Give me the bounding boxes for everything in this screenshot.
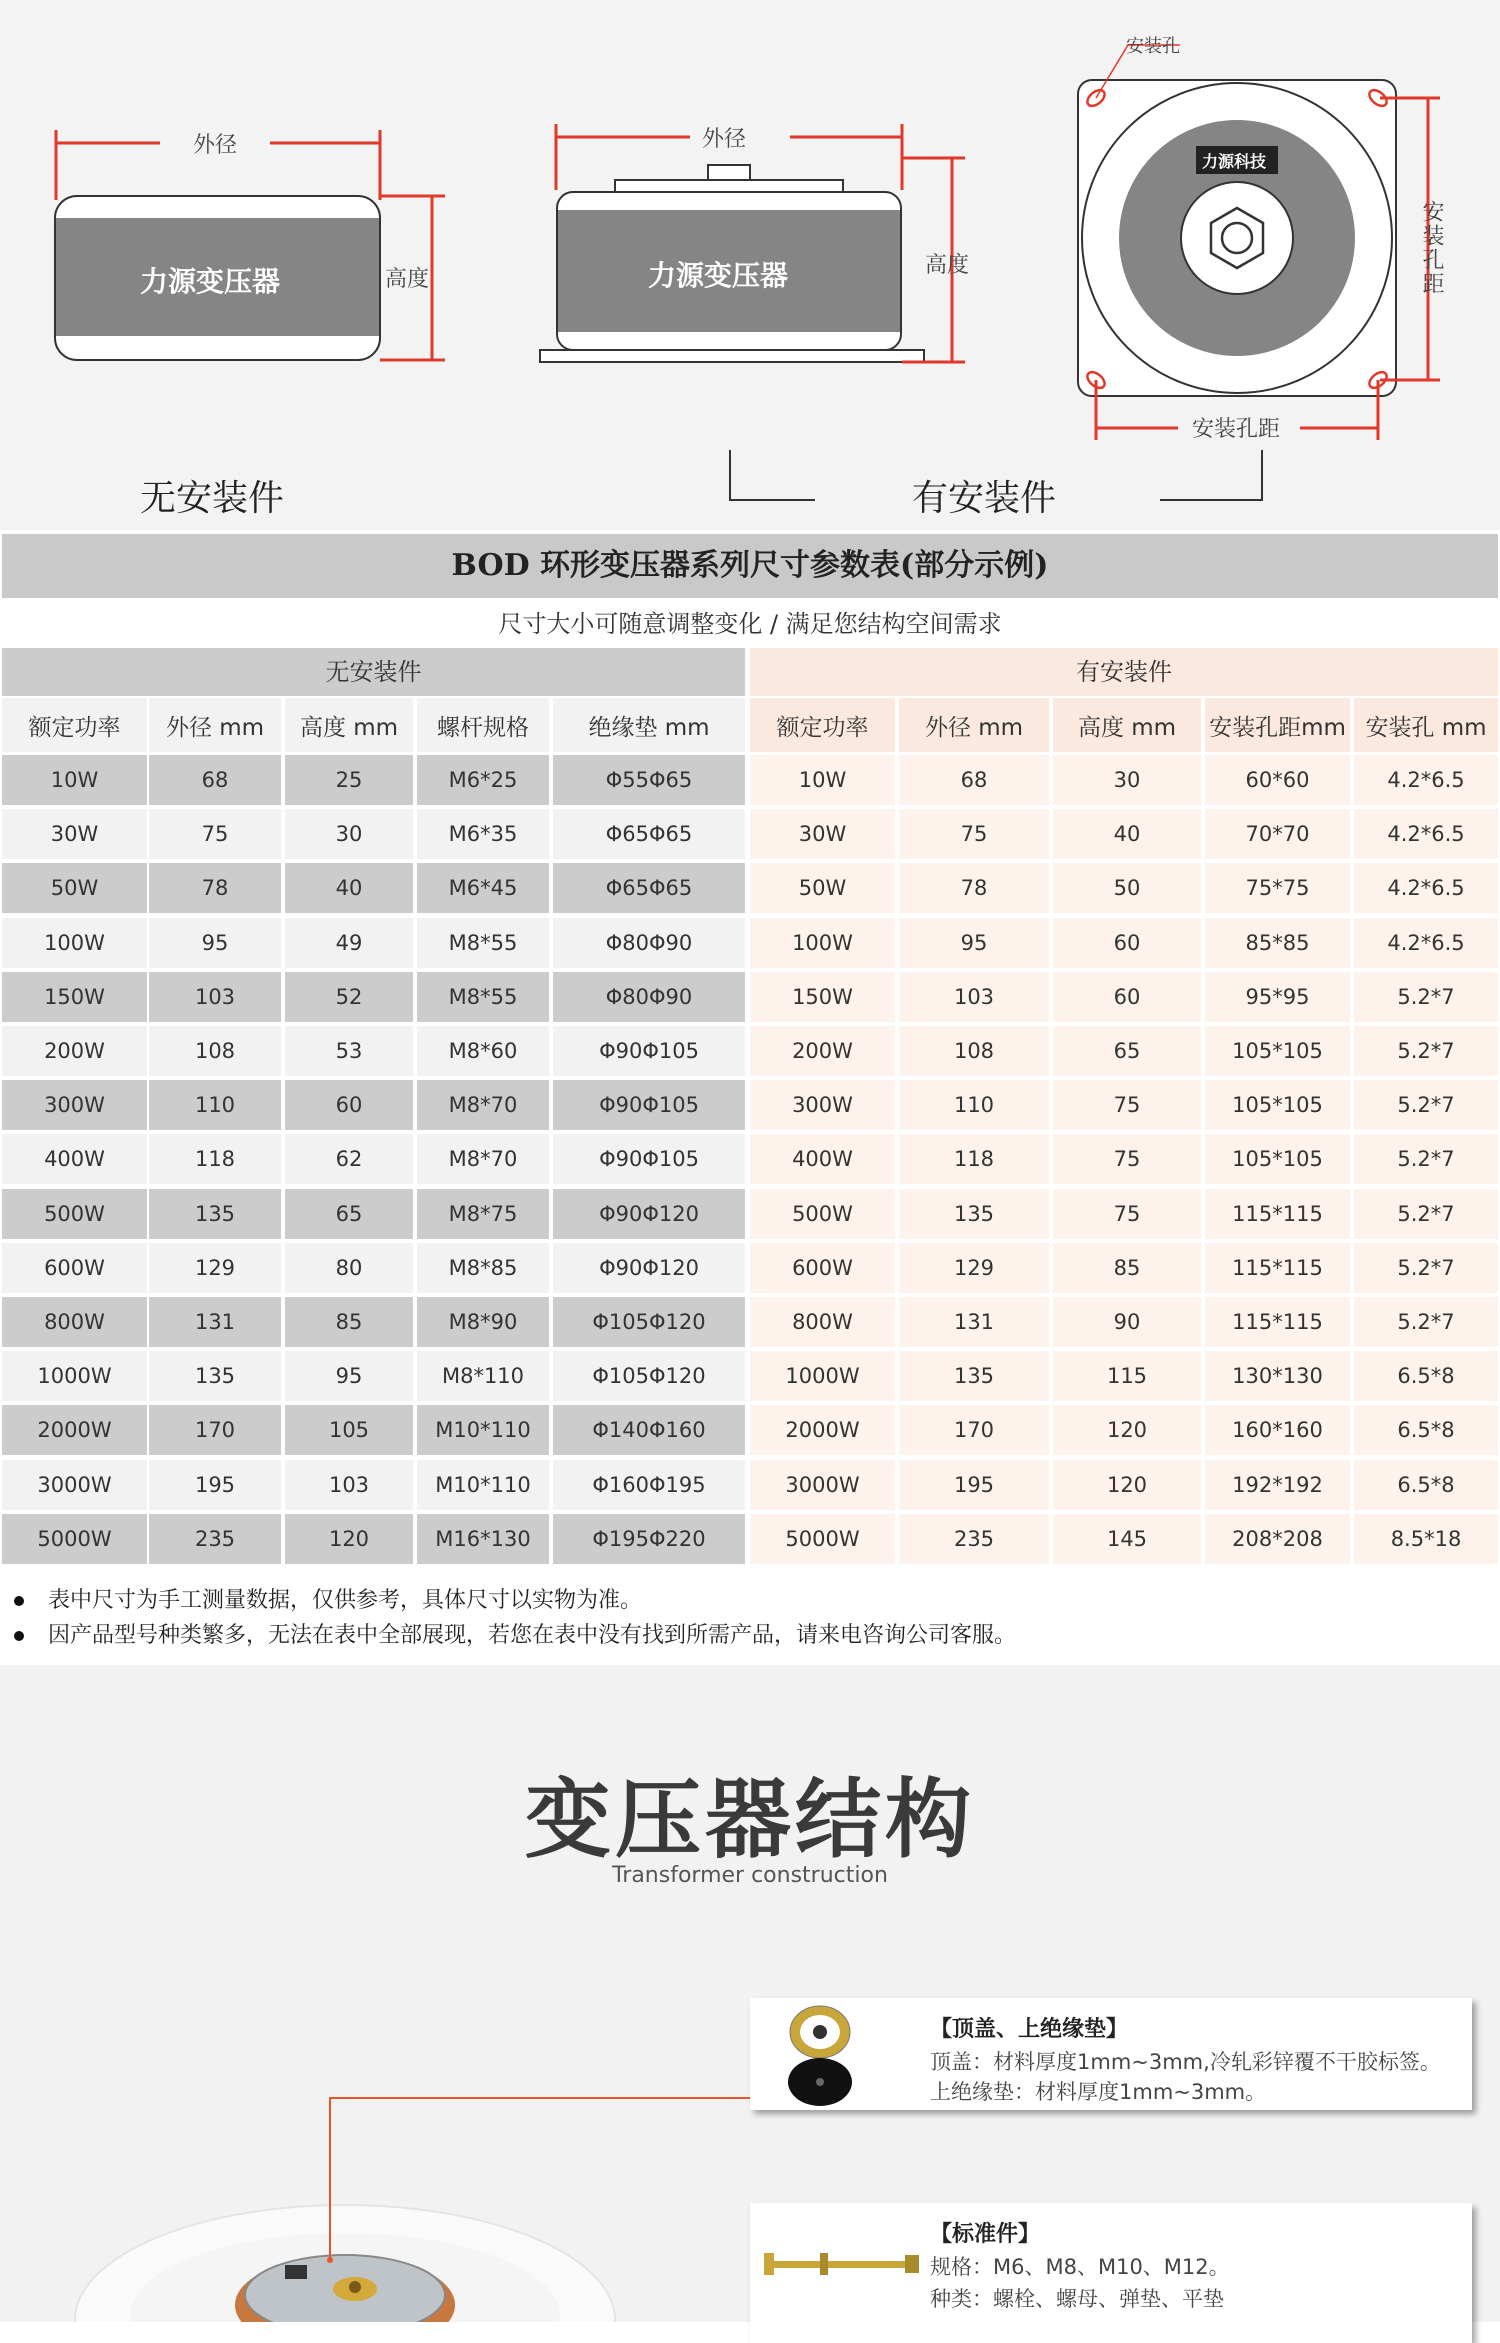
bolt-icon <box>760 2235 930 2295</box>
table-cell: 400W <box>750 1134 895 1184</box>
table-cell: M16*130 <box>417 1514 549 1564</box>
table-cell: 108 <box>149 1026 281 1076</box>
table-cell: 4.2*6.5 <box>1354 863 1498 913</box>
table-cell: M10*110 <box>417 1460 549 1510</box>
table-cell: 118 <box>149 1134 281 1184</box>
table-cell: M8*90 <box>417 1297 549 1347</box>
table-cell: 110 <box>149 1080 281 1130</box>
table-cell: M8*110 <box>417 1351 549 1401</box>
table-cell: Φ105Φ120 <box>553 1351 745 1401</box>
column-header: 额定功率 <box>2 698 147 752</box>
card-title: 【标准件】 <box>930 2222 1041 2247</box>
table-cell: 103 <box>899 972 1049 1022</box>
table-cell: 170 <box>899 1405 1049 1455</box>
left-height-label: 高度 <box>385 267 430 292</box>
table-cell: 105*105 <box>1205 1026 1350 1076</box>
table-cell: 40 <box>285 863 413 913</box>
table-cell: 4.2*6.5 <box>1354 809 1498 859</box>
table-cell: Φ195Φ220 <box>553 1514 745 1564</box>
table-cell: Φ90Φ120 <box>553 1243 745 1293</box>
table-cell: 800W <box>750 1297 895 1347</box>
table-cell: 120 <box>285 1514 413 1564</box>
table-cell: 120 <box>1053 1460 1201 1510</box>
bullet-icon <box>14 1596 24 1606</box>
table-cell: 3000W <box>750 1460 895 1510</box>
right-caption: 有安装件 <box>912 478 1057 519</box>
table-cell: Φ90Φ105 <box>553 1026 745 1076</box>
table-cell: 135 <box>899 1351 1049 1401</box>
group-header-right: 有安装件 <box>750 648 1498 696</box>
table-cell: 103 <box>285 1460 413 1510</box>
table-title: BOD 环形变压器系列尺寸参数表(部分示例) <box>2 534 1498 598</box>
table-cell: 300W <box>2 1080 147 1130</box>
table-cell: 10W <box>2 755 147 805</box>
table-cell: 115*115 <box>1205 1297 1350 1347</box>
table-cell: M8*55 <box>417 918 549 968</box>
dimension-diagrams <box>0 0 1500 530</box>
card-line: 顶盖：材料厚度1mm~3mm,冷轧彩锌覆不干胶标签。 <box>930 2050 1441 2074</box>
table-cell: 10W <box>750 755 895 805</box>
table-cell: M6*45 <box>417 863 549 913</box>
table-subtitle: 尺寸大小可随意调整变化 / 满足您结构空间需求 <box>2 602 1498 646</box>
table-cell: 195 <box>899 1460 1049 1510</box>
table-cell: Φ55Φ65 <box>553 755 745 805</box>
table-cell: M6*25 <box>417 755 549 805</box>
column-header: 螺杆规格 <box>417 698 549 752</box>
mounting-hole-label: 安装孔 <box>1126 36 1180 57</box>
table-cell: 70*70 <box>1205 809 1350 859</box>
table-cell: 60 <box>285 1080 413 1130</box>
table-cell: 131 <box>899 1297 1049 1347</box>
right-transformer-drawing <box>1078 45 1440 440</box>
table-cell: 192*192 <box>1205 1460 1350 1510</box>
table-cell: 78 <box>899 863 1049 913</box>
table-cell: 75 <box>1053 1189 1201 1239</box>
table-cell: 135 <box>149 1189 281 1239</box>
table-cell: 60 <box>1053 972 1201 1022</box>
table-cell: M8*85 <box>417 1243 549 1293</box>
table-cell: 2000W <box>750 1405 895 1455</box>
table-cell: 4.2*6.5 <box>1354 755 1498 805</box>
table-cell: 53 <box>285 1026 413 1076</box>
table-cell: 800W <box>2 1297 147 1347</box>
table-cell: 90 <box>1053 1297 1201 1347</box>
table-cell: 95 <box>285 1351 413 1401</box>
table-cell: Φ160Φ195 <box>553 1460 745 1510</box>
table-cell: 68 <box>899 755 1049 805</box>
table-cell: 65 <box>285 1189 413 1239</box>
parameter-table-section <box>0 530 1500 1665</box>
table-cell: 108 <box>899 1026 1049 1076</box>
table-cell: 600W <box>2 1243 147 1293</box>
table-cell: 129 <box>149 1243 281 1293</box>
table-cell: M8*60 <box>417 1026 549 1076</box>
table-cell: 300W <box>750 1080 895 1130</box>
table-cell: 25 <box>285 755 413 805</box>
table-cell: Φ105Φ120 <box>553 1297 745 1347</box>
left-caption: 无安装件 <box>140 478 285 519</box>
note-item <box>14 1618 1016 1649</box>
table-cell: Φ80Φ90 <box>553 972 745 1022</box>
card-line: 种类：螺栓、螺母、弹垫、平垫 <box>930 2287 1224 2311</box>
table-cell: 500W <box>750 1189 895 1239</box>
card-line: 规格：M6、M8、M10、M12。 <box>930 2255 1230 2279</box>
table-cell: 200W <box>2 1026 147 1076</box>
table-cell: 105*105 <box>1205 1080 1350 1130</box>
table-cell: 1000W <box>2 1351 147 1401</box>
table-cell: 8.5*18 <box>1354 1514 1498 1564</box>
table-cell: Φ80Φ90 <box>553 918 745 968</box>
middle-brand-text: 力源变压器 <box>648 259 789 292</box>
table-cell: 3000W <box>2 1460 147 1510</box>
transformer-photo <box>75 2205 615 2322</box>
table-cell: 2000W <box>2 1405 147 1455</box>
table-cell: 600W <box>750 1243 895 1293</box>
table-cell: 50W <box>2 863 147 913</box>
middle-height-label: 高度 <box>925 253 970 278</box>
table-cell: 145 <box>1053 1514 1201 1564</box>
hole-distance-label: 安装孔距 <box>1192 417 1281 442</box>
table-cell: M8*75 <box>417 1189 549 1239</box>
table-cell: Φ90Φ120 <box>553 1189 745 1239</box>
construction-section <box>0 1665 1500 2322</box>
logo-text: 力源科技 <box>1202 152 1267 171</box>
table-cell: 120 <box>1053 1405 1201 1455</box>
top-cover-card <box>750 1998 1472 2110</box>
note-text: 表中尺寸为手工测量数据，仅供参考，具体尺寸以实物为准。 <box>48 1588 643 1613</box>
table-cell: 52 <box>285 972 413 1022</box>
left-transformer-drawing <box>55 130 445 360</box>
table-cell: 95 <box>899 918 1049 968</box>
hole-distance-vertical-label: 安装孔距 <box>1419 200 1444 296</box>
table-cell: 75 <box>899 809 1049 859</box>
table-cell: M6*35 <box>417 809 549 859</box>
table-cell: 130*130 <box>1205 1351 1350 1401</box>
table-cell: 235 <box>149 1514 281 1564</box>
table-cell: 150W <box>2 972 147 1022</box>
table-cell: 100W <box>2 918 147 968</box>
table-cell: Φ65Φ65 <box>553 863 745 913</box>
table-cell: 115*115 <box>1205 1189 1350 1239</box>
table-cell: 5000W <box>750 1514 895 1564</box>
table-cell: 5000W <box>2 1514 147 1564</box>
table-cell: 80 <box>285 1243 413 1293</box>
middle-outer-diameter-label: 外径 <box>702 127 747 152</box>
table-cell: 200W <box>750 1026 895 1076</box>
table-cell: 135 <box>149 1351 281 1401</box>
group-header-left: 无安装件 <box>2 648 745 696</box>
table-cell: 235 <box>899 1514 1049 1564</box>
table-cell: 105*105 <box>1205 1134 1350 1184</box>
table-cell: M8*70 <box>417 1134 549 1184</box>
table-cell: Φ90Φ105 <box>553 1134 745 1184</box>
table-cell: 129 <box>899 1243 1049 1293</box>
card-line: 上绝缘垫：材料厚度1mm~3mm。 <box>930 2080 1267 2104</box>
table-cell: 105 <box>285 1405 413 1455</box>
table-cell: Φ65Φ65 <box>553 809 745 859</box>
table-cell: 500W <box>2 1189 147 1239</box>
table-cell: 5.2*7 <box>1354 1297 1498 1347</box>
construction-subtitle: Transformer construction <box>612 1863 888 1888</box>
table-cell: 103 <box>149 972 281 1022</box>
left-outer-diameter-label: 外径 <box>193 133 238 158</box>
table-cell: 65 <box>1053 1026 1201 1076</box>
table-cell: 110 <box>899 1080 1049 1130</box>
table-cell: 30W <box>750 809 895 859</box>
table-cell: Φ140Φ160 <box>553 1405 745 1455</box>
column-header: 高度 mm <box>285 698 413 752</box>
table-cell: 5.2*7 <box>1354 972 1498 1022</box>
table-cell: 62 <box>285 1134 413 1184</box>
table-cell: 5.2*7 <box>1354 1189 1498 1239</box>
table-cell: 68 <box>149 755 281 805</box>
left-brand-text: 力源变压器 <box>140 265 281 298</box>
table-cell: 50W <box>750 863 895 913</box>
cover-parts-icon <box>780 1998 870 2110</box>
table-cell: 60 <box>1053 918 1201 968</box>
table-cell: Φ90Φ105 <box>553 1080 745 1130</box>
table-cell: 400W <box>2 1134 147 1184</box>
table-cell: M8*70 <box>417 1080 549 1130</box>
table-cell: 4.2*6.5 <box>1354 918 1498 968</box>
table-cell: 5.2*7 <box>1354 1243 1498 1293</box>
table-cell: 75*75 <box>1205 863 1350 913</box>
table-cell: 85*85 <box>1205 918 1350 968</box>
table-cell: 195 <box>149 1460 281 1510</box>
table-cell: 30 <box>1053 755 1201 805</box>
column-header: 绝缘垫 mm <box>553 698 745 752</box>
note-text: 因产品型号种类繁多，无法在表中全部展现，若您在表中没有找到所需产品，请来电咨询公司客服。 <box>48 1623 1017 1648</box>
table-cell: 95 <box>149 918 281 968</box>
table-cell: 160*160 <box>1205 1405 1350 1455</box>
table-cell: 135 <box>899 1189 1049 1239</box>
table-cell: 5.2*7 <box>1354 1080 1498 1130</box>
table-cell: 6.5*8 <box>1354 1460 1498 1510</box>
column-header: 外径 mm <box>149 698 281 752</box>
table-cell: 5.2*7 <box>1354 1026 1498 1076</box>
table-cell: M10*110 <box>417 1405 549 1455</box>
column-header: 外径 mm <box>899 698 1049 752</box>
table-cell: 40 <box>1053 809 1201 859</box>
table-cell: 6.5*8 <box>1354 1351 1498 1401</box>
table-cell: 131 <box>149 1297 281 1347</box>
card-title: 【顶盖、上绝缘垫】 <box>930 2017 1129 2042</box>
table-cell: 1000W <box>750 1351 895 1401</box>
table-cell: 30 <box>285 809 413 859</box>
table-cell: 30W <box>2 809 147 859</box>
table-cell: 115*115 <box>1205 1243 1350 1293</box>
column-header: 安装孔距mm <box>1205 698 1350 752</box>
column-header: 安装孔 mm <box>1354 698 1498 752</box>
table-cell: 60*60 <box>1205 755 1350 805</box>
table-cell: 85 <box>1053 1243 1201 1293</box>
table-cell: 100W <box>750 918 895 968</box>
table-cell: 49 <box>285 918 413 968</box>
table-cell: 5.2*7 <box>1354 1134 1498 1184</box>
table-cell: 75 <box>1053 1134 1201 1184</box>
table-cell: 85 <box>285 1297 413 1347</box>
construction-title: 变压器结构 <box>525 1770 975 1870</box>
table-cell: 115 <box>1053 1351 1201 1401</box>
table-cell: 170 <box>149 1405 281 1455</box>
table-cell: 75 <box>1053 1080 1201 1130</box>
table-cell: 95*95 <box>1205 972 1350 1022</box>
table-cell: 118 <box>899 1134 1049 1184</box>
column-header: 高度 mm <box>1053 698 1201 752</box>
table-cell: 208*208 <box>1205 1514 1350 1564</box>
table-cell: M8*55 <box>417 972 549 1022</box>
table-cell: 78 <box>149 863 281 913</box>
table-cell: 75 <box>149 809 281 859</box>
column-header: 额定功率 <box>750 698 895 752</box>
standard-parts-card <box>750 2203 1472 2343</box>
table-cell: 50 <box>1053 863 1201 913</box>
bullet-icon <box>14 1631 24 1641</box>
note-item <box>14 1583 642 1614</box>
table-cell: 150W <box>750 972 895 1022</box>
table-cell: 6.5*8 <box>1354 1405 1498 1455</box>
